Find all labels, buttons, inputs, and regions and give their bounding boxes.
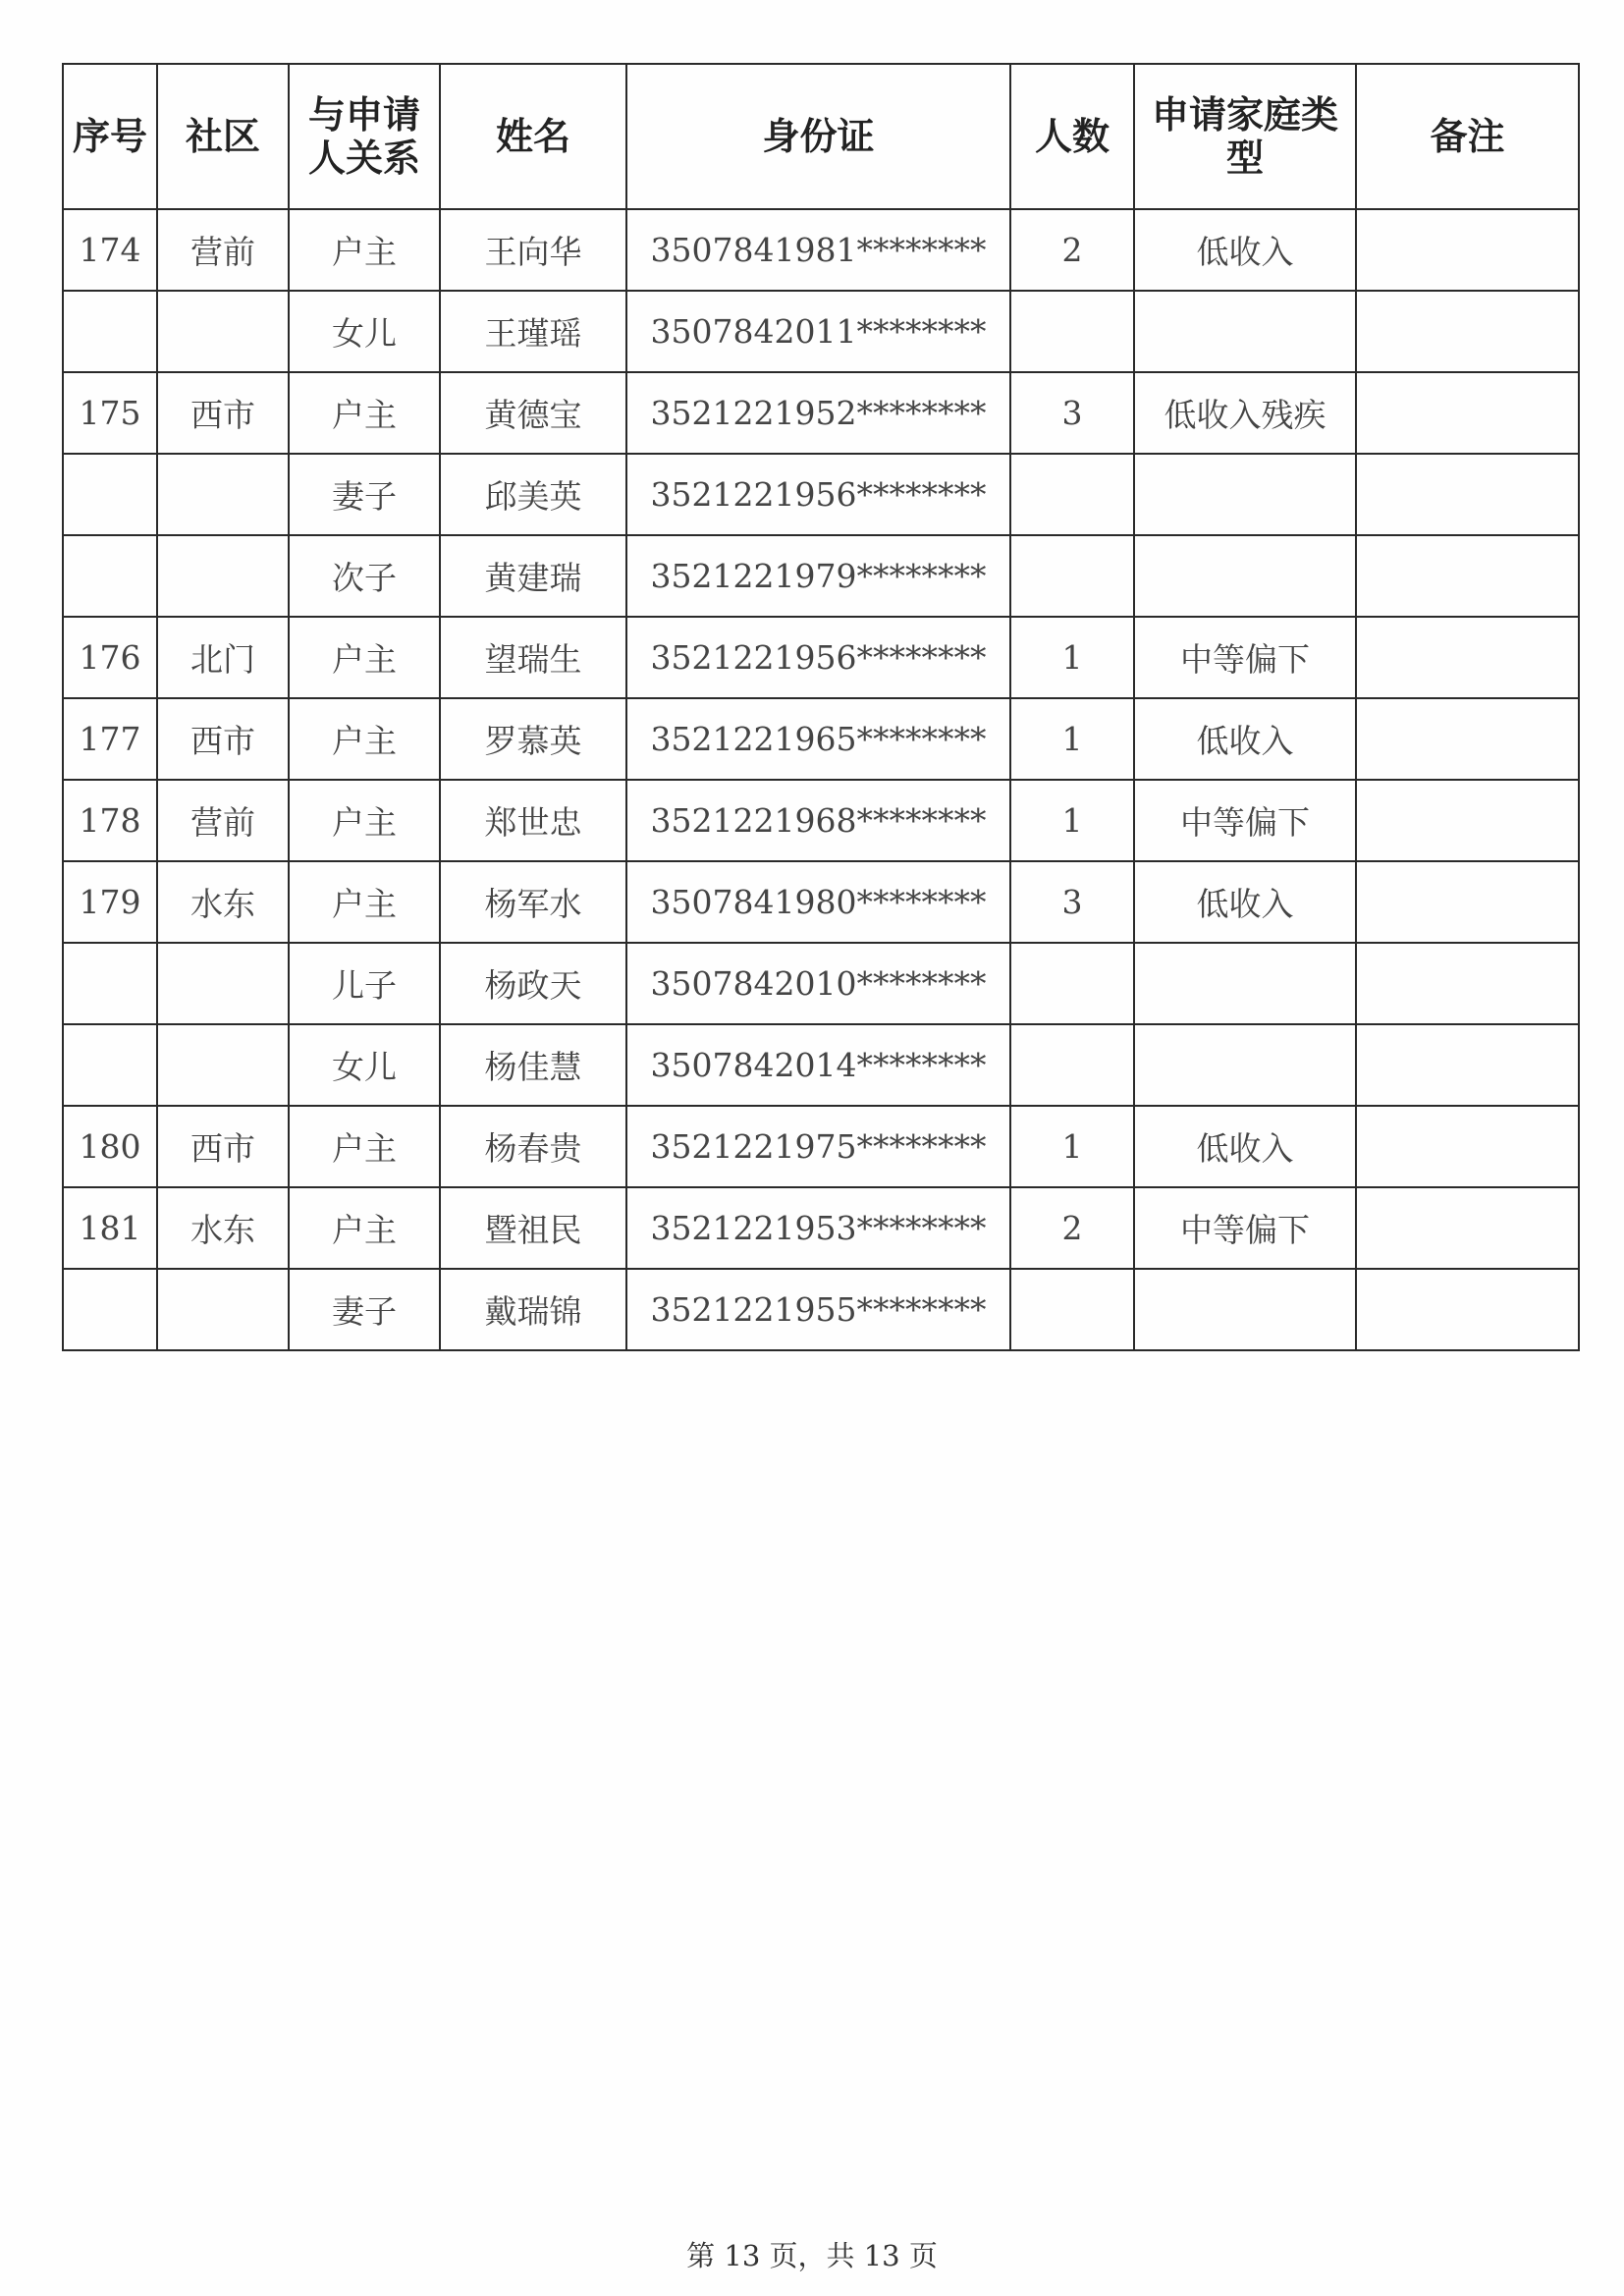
header-note: 备注 xyxy=(1356,64,1579,209)
family-type-cell xyxy=(1134,1269,1356,1350)
table-row xyxy=(63,1106,1579,1187)
id-number-cell: 3507842014******** xyxy=(626,1024,1010,1106)
relation-cell: 儿子 xyxy=(289,943,440,1024)
member-count-cell: 1 xyxy=(1010,780,1134,861)
community-cell xyxy=(157,291,289,372)
family-type-cell xyxy=(1134,535,1356,617)
community-cell: 水东 xyxy=(157,861,289,943)
community-cell: 西市 xyxy=(157,698,289,780)
family-type-cell xyxy=(1134,1024,1356,1106)
seq-cell xyxy=(63,535,157,617)
relation-cell: 户主 xyxy=(289,617,440,698)
note-cell xyxy=(1356,454,1579,535)
seq-cell: 180 xyxy=(63,1106,157,1187)
relation-cell: 户主 xyxy=(289,1106,440,1187)
page-footer: 第 13 页，共 13 页 xyxy=(686,2239,938,2272)
member-count-cell: 2 xyxy=(1010,209,1134,291)
family-type-cell: 低收入 xyxy=(1134,1106,1356,1187)
member-count-cell: 2 xyxy=(1010,1187,1134,1269)
id-number-cell: 3521221955******** xyxy=(626,1269,1010,1350)
seq-cell xyxy=(63,454,157,535)
seq-cell: 175 xyxy=(63,372,157,454)
community-cell: 营前 xyxy=(157,209,289,291)
family-type-cell xyxy=(1134,943,1356,1024)
family-type-cell: 低收入残疾 xyxy=(1134,372,1356,454)
header-relation: 与申请人关系 xyxy=(289,64,440,209)
note-cell xyxy=(1356,617,1579,698)
member-count-cell xyxy=(1010,535,1134,617)
name-cell: 暨祖民 xyxy=(440,1187,626,1269)
relation-cell: 户主 xyxy=(289,372,440,454)
seq-cell: 178 xyxy=(63,780,157,861)
table-row xyxy=(63,291,1579,372)
header-id: 身份证 xyxy=(626,64,1010,209)
community-cell xyxy=(157,535,289,617)
note-cell xyxy=(1356,698,1579,780)
table-row xyxy=(63,1269,1579,1350)
relation-cell: 户主 xyxy=(289,780,440,861)
note-cell xyxy=(1356,1024,1579,1106)
family-type-cell: 中等偏下 xyxy=(1134,780,1356,861)
applicant-table xyxy=(62,63,1580,1351)
note-cell xyxy=(1356,943,1579,1024)
name-cell: 杨军水 xyxy=(440,861,626,943)
member-count-cell: 1 xyxy=(1010,1106,1134,1187)
note-cell xyxy=(1356,780,1579,861)
header-community: 社区 xyxy=(157,64,289,209)
name-cell: 杨春贵 xyxy=(440,1106,626,1187)
name-cell: 邱美英 xyxy=(440,454,626,535)
id-number-cell: 3521221965******** xyxy=(626,698,1010,780)
note-cell xyxy=(1356,209,1579,291)
table-row xyxy=(63,780,1579,861)
id-number-cell: 3507842010******** xyxy=(626,943,1010,1024)
seq-cell xyxy=(63,1269,157,1350)
community-cell: 西市 xyxy=(157,372,289,454)
relation-cell: 妻子 xyxy=(289,1269,440,1350)
community-cell: 水东 xyxy=(157,1187,289,1269)
header-count: 人数 xyxy=(1010,64,1134,209)
table-row xyxy=(63,372,1579,454)
name-cell: 黄德宝 xyxy=(440,372,626,454)
member-count-cell xyxy=(1010,454,1134,535)
community-cell xyxy=(157,454,289,535)
name-cell: 戴瑞锦 xyxy=(440,1269,626,1350)
header-name: 姓名 xyxy=(440,64,626,209)
member-count-cell: 3 xyxy=(1010,861,1134,943)
community-cell: 西市 xyxy=(157,1106,289,1187)
community-cell: 营前 xyxy=(157,780,289,861)
seq-cell: 181 xyxy=(63,1187,157,1269)
relation-cell: 户主 xyxy=(289,698,440,780)
id-number-cell: 3521221956******** xyxy=(626,617,1010,698)
note-cell xyxy=(1356,291,1579,372)
table-row xyxy=(63,698,1579,780)
seq-cell xyxy=(63,291,157,372)
relation-cell: 户主 xyxy=(289,861,440,943)
community-cell: 北门 xyxy=(157,617,289,698)
id-number-cell: 3507841980******** xyxy=(626,861,1010,943)
member-count-cell xyxy=(1010,291,1134,372)
name-cell: 黄建瑞 xyxy=(440,535,626,617)
table-row xyxy=(63,943,1579,1024)
id-number-cell: 3521221956******** xyxy=(626,454,1010,535)
member-count-cell xyxy=(1010,1024,1134,1106)
member-count-cell xyxy=(1010,943,1134,1024)
note-cell xyxy=(1356,372,1579,454)
id-number-cell: 3521221975******** xyxy=(626,1106,1010,1187)
family-type-cell: 低收入 xyxy=(1134,698,1356,780)
table-row xyxy=(63,209,1579,291)
name-cell: 望瑞生 xyxy=(440,617,626,698)
seq-cell xyxy=(63,943,157,1024)
table-header-row xyxy=(63,64,1579,209)
table-row xyxy=(63,1187,1579,1269)
family-type-cell: 中等偏下 xyxy=(1134,617,1356,698)
member-count-cell: 1 xyxy=(1010,617,1134,698)
id-number-cell: 3507841981******** xyxy=(626,209,1010,291)
seq-cell: 179 xyxy=(63,861,157,943)
id-number-cell: 3521221953******** xyxy=(626,1187,1010,1269)
note-cell xyxy=(1356,535,1579,617)
seq-cell: 177 xyxy=(63,698,157,780)
member-count-cell: 3 xyxy=(1010,372,1134,454)
note-cell xyxy=(1356,1187,1579,1269)
family-type-cell xyxy=(1134,454,1356,535)
community-cell xyxy=(157,1269,289,1350)
table-body xyxy=(63,209,1579,1350)
name-cell: 杨佳慧 xyxy=(440,1024,626,1106)
id-number-cell: 3521221979******** xyxy=(626,535,1010,617)
name-cell: 罗慕英 xyxy=(440,698,626,780)
family-type-cell: 低收入 xyxy=(1134,209,1356,291)
relation-cell: 次子 xyxy=(289,535,440,617)
member-count-cell xyxy=(1010,1269,1134,1350)
table-row xyxy=(63,454,1579,535)
name-cell: 郑世忠 xyxy=(440,780,626,861)
family-type-cell xyxy=(1134,291,1356,372)
note-cell xyxy=(1356,1106,1579,1187)
community-cell xyxy=(157,1024,289,1106)
relation-cell: 女儿 xyxy=(289,1024,440,1106)
note-cell xyxy=(1356,1269,1579,1350)
table-row xyxy=(63,1024,1579,1106)
relation-cell: 户主 xyxy=(289,1187,440,1269)
name-cell: 杨政天 xyxy=(440,943,626,1024)
seq-cell xyxy=(63,1024,157,1106)
table-row xyxy=(63,617,1579,698)
id-number-cell: 3521221952******** xyxy=(626,372,1010,454)
family-type-cell: 低收入 xyxy=(1134,861,1356,943)
community-cell xyxy=(157,943,289,1024)
member-count-cell: 1 xyxy=(1010,698,1134,780)
relation-cell: 女儿 xyxy=(289,291,440,372)
seq-cell: 176 xyxy=(63,617,157,698)
note-cell xyxy=(1356,861,1579,943)
name-cell: 王瑾瑶 xyxy=(440,291,626,372)
name-cell: 王向华 xyxy=(440,209,626,291)
header-family-type: 申请家庭类型 xyxy=(1134,64,1356,209)
seq-cell: 174 xyxy=(63,209,157,291)
relation-cell: 妻子 xyxy=(289,454,440,535)
table-row xyxy=(63,861,1579,943)
relation-cell: 户主 xyxy=(289,209,440,291)
id-number-cell: 3521221968******** xyxy=(626,780,1010,861)
table-row xyxy=(63,535,1579,617)
family-type-cell: 中等偏下 xyxy=(1134,1187,1356,1269)
id-number-cell: 3507842011******** xyxy=(626,291,1010,372)
header-seq: 序号 xyxy=(63,64,157,209)
